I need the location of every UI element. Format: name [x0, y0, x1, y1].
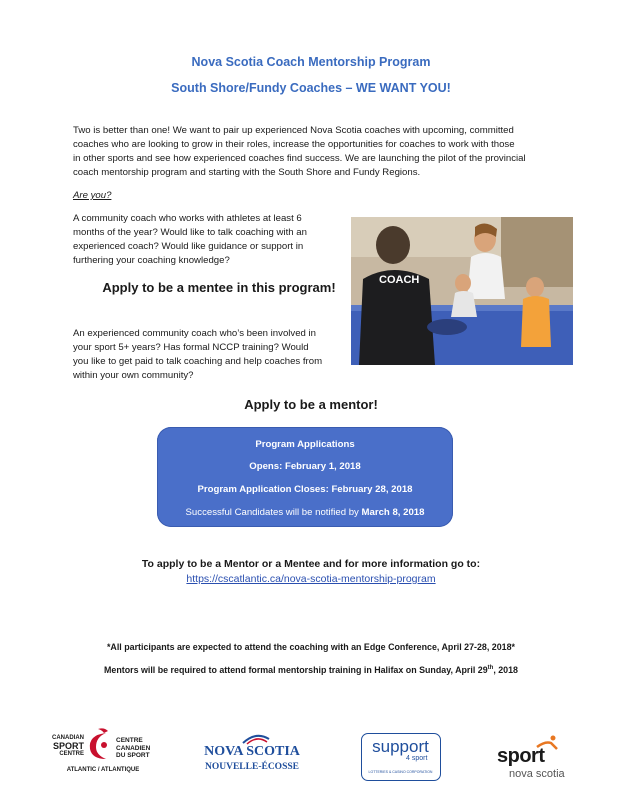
sport-nova-scotia-logo [497, 735, 587, 781]
csc-logo [44, 725, 162, 777]
intro-line: coaches who are looking to grow in their roles, increase the opportunities for coaches to work with those [73, 139, 515, 150]
page-title: Nova Scotia Coach Mentorship Program [191, 55, 431, 69]
ns-line2: NOUVELLE-ÉCOSSE [205, 762, 299, 772]
applications-box [157, 427, 453, 527]
intro-line: in other sports and see how experienced coaches find success. We are launching the pilot of the provincial [73, 153, 526, 164]
s4s-tag: LOTTERIES & CASINO CORPORATION [368, 770, 433, 774]
coach-photo [351, 217, 573, 365]
intro-line: Two is better than one! We want to pair up experienced Nova Scotia coaches with upcoming, committed [73, 125, 514, 136]
csc-left-line: CANADIAN [52, 735, 84, 741]
s4s-sub: 4 sport [406, 755, 428, 762]
applications-opens: Opens: February 1, 2018 [249, 461, 361, 472]
training-note [0, 665, 622, 675]
intro-line: coach mentorship program and starting with the South Shore and Fundy Regions. [73, 167, 421, 178]
gym-scene-illustration [351, 217, 573, 365]
csc-right-line: CANADIEN [116, 744, 151, 752]
mentee-line: furthering your coaching knowledge? [73, 255, 230, 266]
csc-left-line: CENTRE [59, 751, 84, 757]
applications-heading: Program Applications [255, 439, 355, 450]
csc-swoosh-icon [84, 727, 114, 763]
applications-closes: Program Application Closes: February 28, 2018 [197, 484, 413, 495]
are-you-label: Are you? [73, 190, 112, 201]
support4sport-logo [361, 733, 441, 781]
mentee-paragraph [73, 212, 343, 268]
csc-left-line: SPORT [52, 741, 84, 751]
training-sup: th [487, 665, 494, 672]
mentee-line: A community coach who works with athletes at least 6 [73, 213, 302, 224]
training-text: Mentors will be required to attend formal mentorship training in Halifax on Sunday, April 29 [103, 665, 488, 675]
ns-line1: NOVA SCOTIA [204, 744, 300, 759]
notify-date: March 8, 2018 [361, 507, 425, 518]
apply-info-text: To apply to be a Mentor or a Mentee and for more information go to: [141, 558, 481, 570]
apply-link-wrap [0, 573, 622, 585]
mentee-line: months of the year? Would like to talk coaching with an [73, 227, 307, 238]
sportns-line1: sport [497, 745, 545, 767]
mentor-line: your sport 5+ years? Has formal NCCP training? Would [73, 342, 309, 353]
nova-scotia-logo [197, 733, 307, 777]
training-year: , 2018 [493, 665, 518, 675]
csc-right-line: CENTRE [116, 737, 143, 744]
mentor-line: An experienced community coach who’s been involved in [73, 328, 317, 339]
mentee-line: experienced coach? Would like guidance or support in [73, 241, 304, 252]
mentor-line: within your own community? [73, 370, 194, 381]
mentee-cta: Apply to be a mentee in this program! [102, 280, 336, 295]
mentor-cta: Apply to be a mentor! [244, 397, 378, 412]
csc-bottom-text: ATLANTIC / ATLANTIQUE [66, 767, 140, 773]
applications-notify [157, 507, 453, 518]
coach-shirt-text: COACH [379, 274, 420, 286]
mentor-paragraph [73, 327, 353, 383]
intro-paragraph [73, 124, 553, 180]
page-subtitle: South Shore/Fundy Coaches – WE WANT YOU! [171, 81, 451, 95]
s4s-main: support [372, 737, 429, 756]
notify-text: Successful Candidates will be notified by [185, 507, 362, 518]
mentorship-program-link[interactable]: https://cscatlantic.ca/nova-scotia-mentorship-program [186, 573, 436, 585]
mentor-line: you like to get paid to talk coaching and help coaches from [73, 356, 323, 367]
csc-right-line: DU SPORT [116, 752, 150, 759]
sportns-line2: nova scotia [509, 768, 565, 780]
conference-note: *All participants are expected to attend the coaching with an Edge Conference, April 27-28, 2018* [106, 642, 516, 652]
